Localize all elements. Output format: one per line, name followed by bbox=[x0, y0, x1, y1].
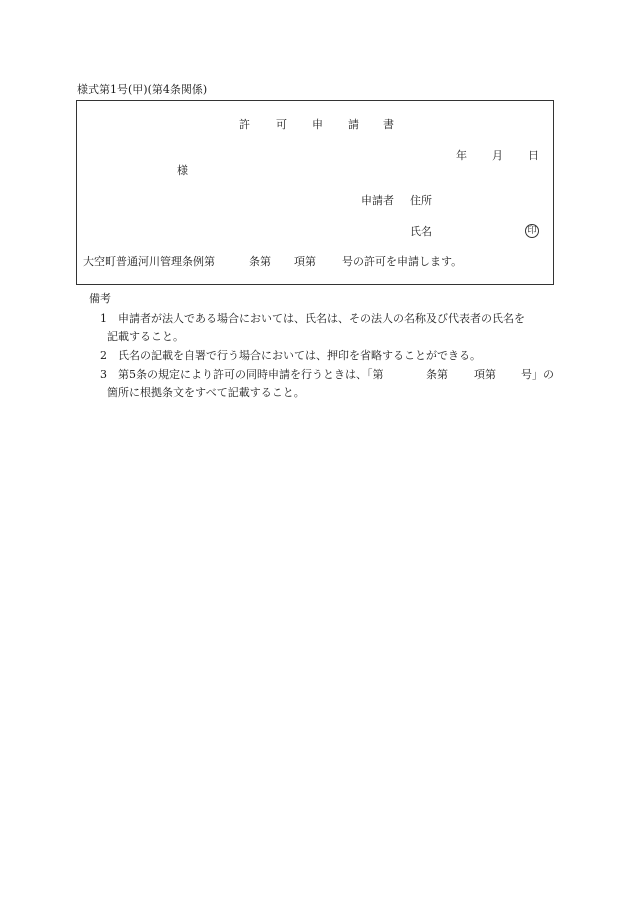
statement-part: 条第 bbox=[249, 255, 271, 268]
notes-heading: 備考 bbox=[89, 292, 111, 305]
address-label: 住所 bbox=[410, 194, 432, 207]
addressee-suffix: 様 bbox=[177, 164, 188, 177]
note-number: 1 bbox=[100, 312, 107, 325]
applicant-label: 申請者 bbox=[361, 194, 394, 207]
note-text: 氏名の記載を自署で行う場合においては、押印を省略することができる。 bbox=[118, 349, 481, 362]
title-char: 申 bbox=[312, 118, 323, 131]
name-label: 氏名 bbox=[410, 225, 432, 238]
title-char: 請 bbox=[348, 118, 359, 131]
note-text: 第5条の規定により許可の同時申請を行うときは、「第 bbox=[118, 368, 384, 381]
date-day-label: 日 bbox=[528, 149, 539, 162]
note-text: 号」の bbox=[521, 368, 554, 381]
note-text: 申請者が法人である場合においては、氏名は、その法人の名称及び代表者の氏名を bbox=[118, 312, 525, 325]
form-number-label: 様式第1号(甲)(第4条関係) bbox=[77, 83, 208, 96]
statement-part: 大空町普通河川管理条例第 bbox=[83, 255, 215, 268]
note-text: 記載すること。 bbox=[107, 330, 184, 343]
statement-part: 項第 bbox=[294, 255, 316, 268]
note-text: 項第 bbox=[474, 368, 496, 381]
date-year-label: 年 bbox=[456, 149, 467, 162]
title-char: 許 bbox=[239, 118, 250, 131]
note-text: 箇所に根拠条文をすべて記載すること。 bbox=[107, 386, 305, 399]
note-text: 条第 bbox=[426, 368, 448, 381]
seal-icon: 印 bbox=[525, 224, 539, 238]
statement-part: 号の許可を申請します。 bbox=[342, 255, 463, 268]
note-number: 3 bbox=[100, 368, 107, 381]
date-month-label: 月 bbox=[492, 149, 503, 162]
note-number: 2 bbox=[100, 349, 107, 362]
title-char: 書 bbox=[383, 118, 394, 131]
title-char: 可 bbox=[276, 118, 287, 131]
